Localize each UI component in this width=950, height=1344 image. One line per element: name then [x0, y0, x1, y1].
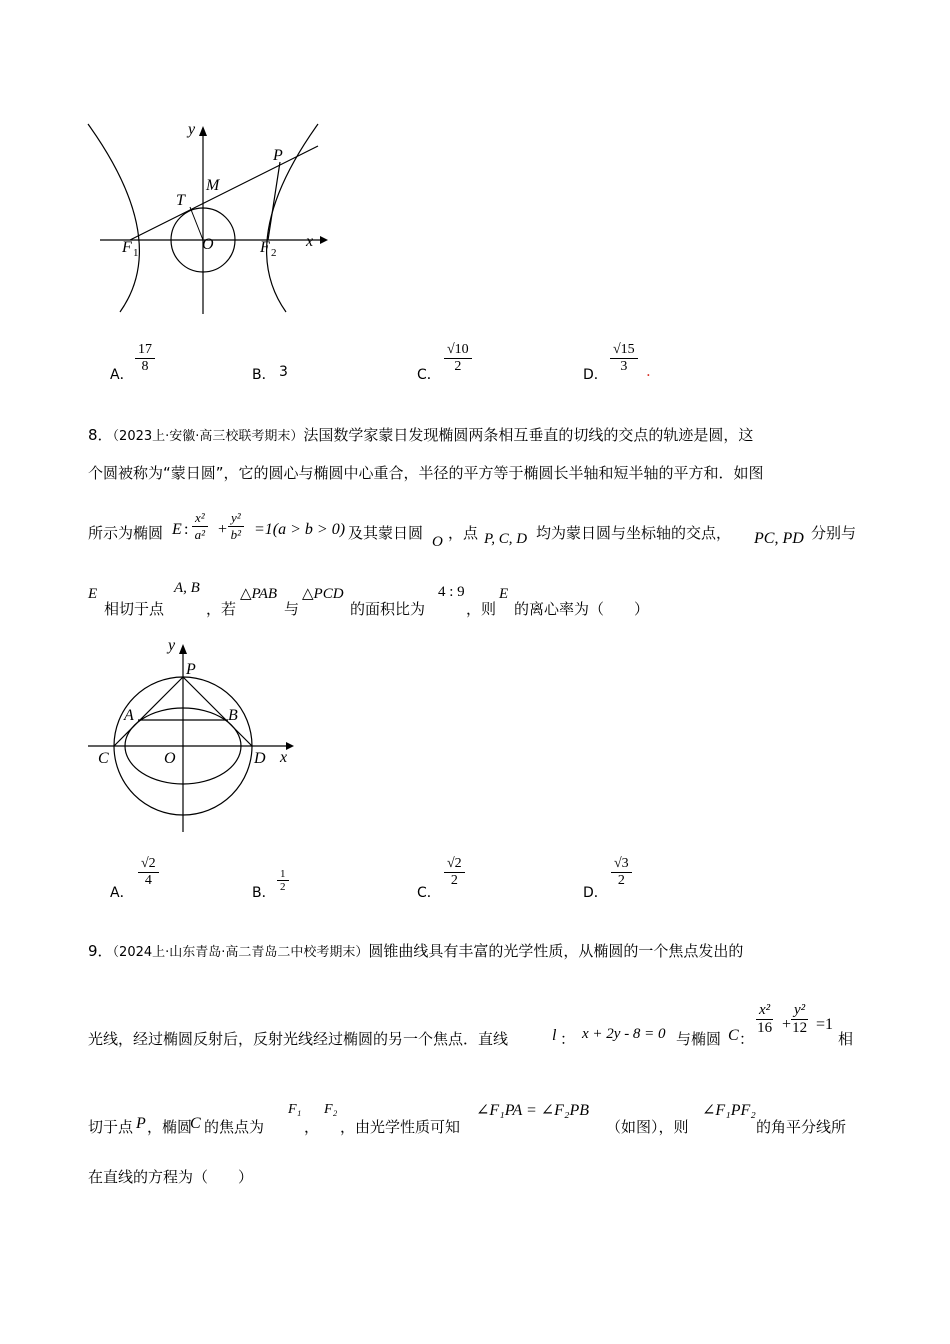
figure-monge-circle [84, 634, 304, 834]
figure-hyperbola [84, 118, 334, 318]
fig2-label-c: C [98, 750, 109, 767]
fig1-label-f1-sub: 1 [133, 247, 139, 259]
q9-line-equation: x + 2y - 8 = 0 [582, 1026, 666, 1042]
fig1-label-o: O [202, 236, 214, 253]
q8-line-3: 所示为椭圆 [88, 524, 164, 542]
fig2-label-a: A [124, 707, 134, 724]
q8-number: 8． [88, 426, 113, 444]
q8-frac-y2b2: $\frac{\text{y²}}{\text{b²}}$ [228, 510, 244, 543]
q8-option-b-label[interactable]: B． [252, 885, 276, 901]
q8-line-1: 8．（2023上·安徽·高三校联考期末）法国数学家蒙日发现椭圆两条相互垂直的切线的交点的轨迹是圆，这 [88, 426, 754, 444]
fig1-label-x: x [306, 233, 314, 250]
q8-ellipse-e: E [172, 521, 182, 538]
fig1-label-p: P [273, 147, 283, 164]
fig2-label-x: x [280, 749, 288, 766]
fig2-label-o: O [164, 750, 176, 767]
q7-option-d-value: $\frac{√15}{3}$ [610, 342, 638, 375]
q7-option-d-label[interactable]: D． [583, 367, 608, 383]
fig1-label-f2-sub: 2 [271, 247, 277, 259]
q7-option-a-value: $\frac{17}{8}$ [135, 342, 155, 375]
q7-option-b-label[interactable]: B． [252, 367, 276, 383]
fig1-label-f1: F [122, 239, 132, 256]
q9-angle-equation: ∠F₁PA = ∠F₂PB [476, 1102, 590, 1119]
q8-option-d-value: $\frac{√3}{2}$ [611, 856, 632, 889]
q8-frac-x2a2: $\frac{\text{x²}}{\text{a²}}$ [192, 510, 208, 543]
q9-number: 9． [88, 942, 113, 960]
fig1-label-f2: F [260, 239, 270, 256]
q7-option-d-mark: . [646, 362, 651, 380]
fig1-label-m: M [206, 177, 220, 194]
q8-option-b-value: $\frac{1}{2}$ [277, 868, 289, 893]
fig2-label-b: B [228, 707, 238, 724]
q9-line-4: 在直线的方程为（ ） [88, 1168, 254, 1186]
fig2-label-d: D [254, 750, 266, 767]
fig2-label-y: y [168, 637, 176, 654]
q9-line-1: 9．（2024上·山东青岛·高二青岛二中校考期末）圆锥曲线具有丰富的光学性质，从椭圆的一个焦点发出的 [88, 942, 744, 960]
q8-option-c-label[interactable]: C． [417, 885, 441, 901]
q7-option-a-label[interactable]: A． [110, 367, 134, 383]
fig2-label-p: P [186, 661, 196, 678]
q9-source: （2024上·山东青岛·高二青岛二中校考期末） [112, 945, 369, 960]
q9-line-2: 光线，经过椭圆反射后，反射光线经过椭圆的另一个焦点．直线 [88, 1030, 509, 1048]
q8-option-d-label[interactable]: D． [583, 885, 608, 901]
fig1-label-t: T [176, 192, 185, 209]
q7-option-c-value: $\frac{√10}{2}$ [444, 342, 472, 375]
q7-option-b-value: 3 [279, 364, 288, 380]
q8-line-2: 个圆被称为“蒙日圆”，它的圆心与椭圆中心重合，半径的平方等于椭圆长半轴和短半轴的平方和．如图 [88, 464, 764, 482]
fig1-label-y: y [188, 121, 196, 138]
q8-source: （2023上·安徽·高三校联考期末） [112, 429, 304, 444]
q9-frac-y2-12: $\frac{\text{y²}}{12}$ [792, 1002, 808, 1036]
q8-option-a-value: $\frac{√2}{4}$ [138, 856, 159, 889]
q8-option-a-label[interactable]: A． [110, 885, 134, 901]
q8-option-c-value: $\frac{√2}{2}$ [444, 856, 465, 889]
q7-option-c-label[interactable]: C． [417, 367, 441, 383]
q8-condition: =1(a > b > 0) [254, 521, 346, 538]
q9-frac-x2-16: $\frac{\text{x²}}{16}$ [757, 1002, 773, 1036]
